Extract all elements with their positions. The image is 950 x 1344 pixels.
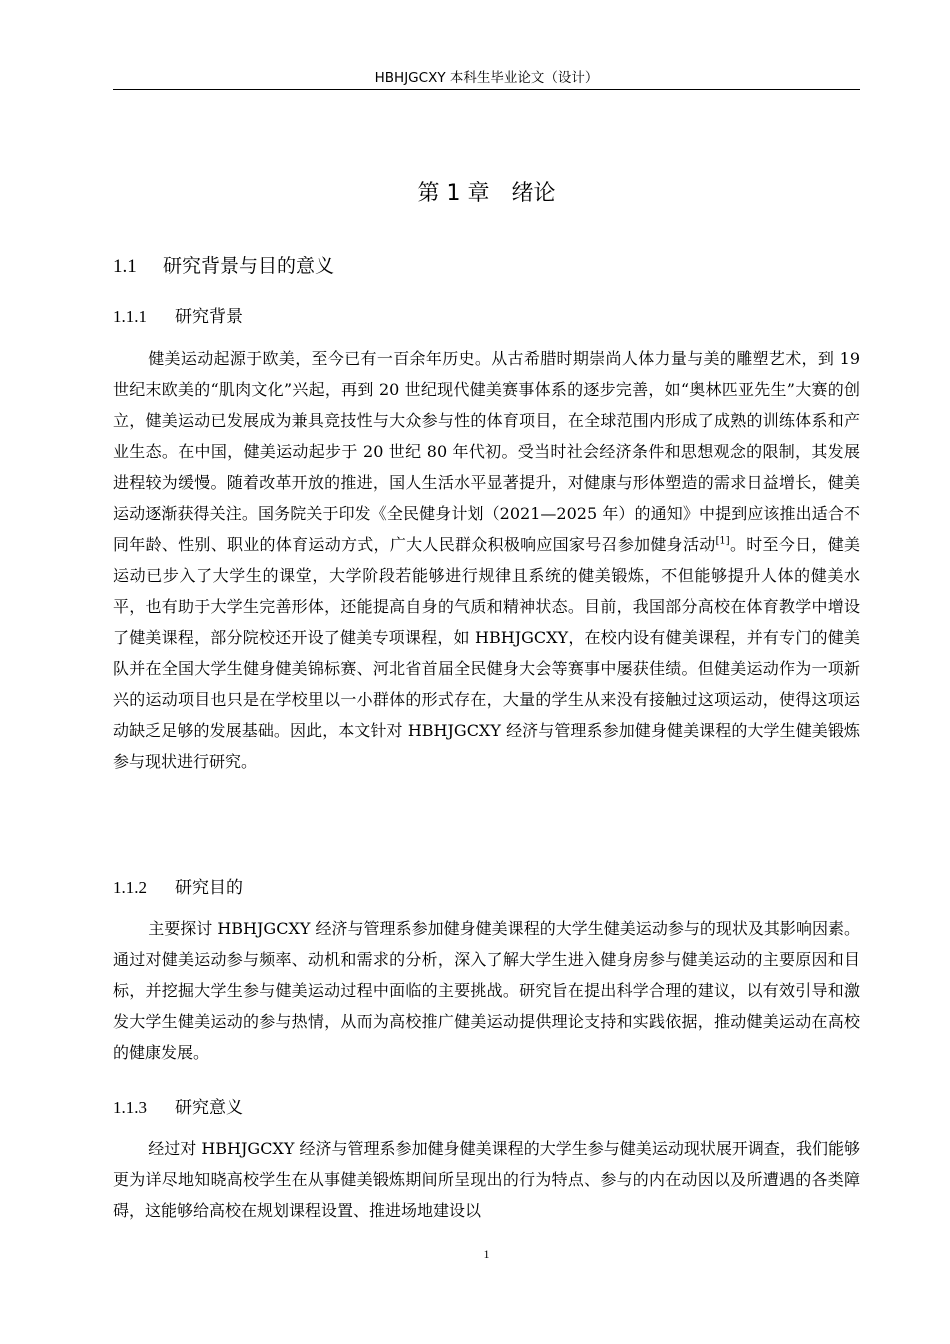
chapter-name: 绪论 — [511, 181, 556, 206]
page-header: HBHJGCXY 本科生毕业论文（设计） — [374, 70, 599, 86]
subsection-number: 1.1.2 — [113, 878, 147, 897]
header-rule — [113, 89, 860, 90]
background-text-part2: 。时至今日，健美运动已步入了大学生的课堂，大学阶段若能够进行规律且系统的健美锻炼，不但能够提升人体的健美水平，也有助于大学生完善形体，还能提高自身的气质和精神状态。目前，我国部分高校在体育教学中增设了健美课程，部分院校还开设了健美专项课程，如 HBHJGCXY，在校内设有健美课程，并有专门的健美队并在全国大学生健身健美锦标赛、河北省首届全民健身大会等赛事中屡获佳绩。但健美运动作为一项新兴的运动项目也只是在学校里以一小群体的形式存在，大量的学生从来没有接触过这项运动，使得这项运动缺乏足够的发展基础。因此，本文针对 HBHJGCXY 经济与管理系参加健身健美课程的大学生健美锻炼参与现状进行研究。 — [113, 535, 860, 771]
chapter-number: 第 1 章 — [417, 181, 490, 206]
background-text-part1: 健美运动起源于欧美，至今已有一百余年历史。从古希腊时期崇尚人体力量与美的雕塑艺术，到 19 世纪末欧美的“肌肉文化”兴起，再到 20 世纪现代健美赛事体系的逐步完善，如“奥林匹亚先生”大赛的创立，健美运动已发展成为兼具竞技性与大众参与性的体育项目，在全球范围内形成了成熟的训练体系和产业生态。在中国，健美运动起步于 20 世纪 80 年代初。受当时社会经济条件和思想观念的限制，其发展进程较为缓慢。随着改革开放的推进，国人生活水平显著提升，对健康与形体塑造的需求日益增长，健美运动逐渐获得关注。国务院关于印发《全民健身计划（2021—2025 年）的通知》中提到应该推出适合不同年龄、性别、职业的体育运动方式，广大人民群众积极响应国家号召参加健身活动 — [113, 349, 860, 554]
purpose-paragraph: 主要探讨 HBHJGCXY 经济与管理系参加健身健美课程的大学生健美运动参与的现状及其影响因素。通过对健美运动参与频率、动机和需求的分析，深入了解大学生进入健身房参与健美运动的主要原因和目标，并挖掘大学生参与健美运动过程中面临的主要挑战。研究旨在提出科学合理的建议，以有效引导和激发大学生健美运动的参与热情，从而为高校推广健美运动提供理论支持和实践依据，推动健美运动在高校的健康发展。 — [113, 919, 860, 1062]
subsection-heading-1-1-1 — [113, 304, 243, 330]
subsection-title: 研究目的 — [175, 878, 243, 898]
section-title: 研究背景与目的意义 — [163, 255, 335, 277]
page-number: 1 — [483, 1247, 490, 1261]
section-number: 1.1 — [113, 256, 137, 277]
subsection-number: 1.1.1 — [113, 307, 147, 326]
citation-marker: [1] — [715, 535, 730, 547]
subsection-title: 研究背景 — [175, 307, 243, 327]
significance-paragraph: 经过对 HBHJGCXY 经济与管理系参加健身健美课程的大学生参与健美运动现状展开调查，我们能够更为详尽地知晓高校学生在从事健美锻炼期间所呈现出的行为特点、参与的内在动因以及所遭遇的各类障碍，这能够给高校在规划课程设置、推进场地建设以 — [113, 1139, 860, 1220]
subsection-heading-1-1-3 — [113, 1095, 243, 1121]
section-heading-1-1 — [113, 252, 334, 281]
subsection-title: 研究意义 — [175, 1098, 243, 1118]
subsection-number: 1.1.3 — [113, 1098, 147, 1117]
background-paragraph — [113, 343, 860, 777]
chapter-title — [113, 178, 860, 210]
subsection-heading-1-1-2 — [113, 875, 243, 901]
